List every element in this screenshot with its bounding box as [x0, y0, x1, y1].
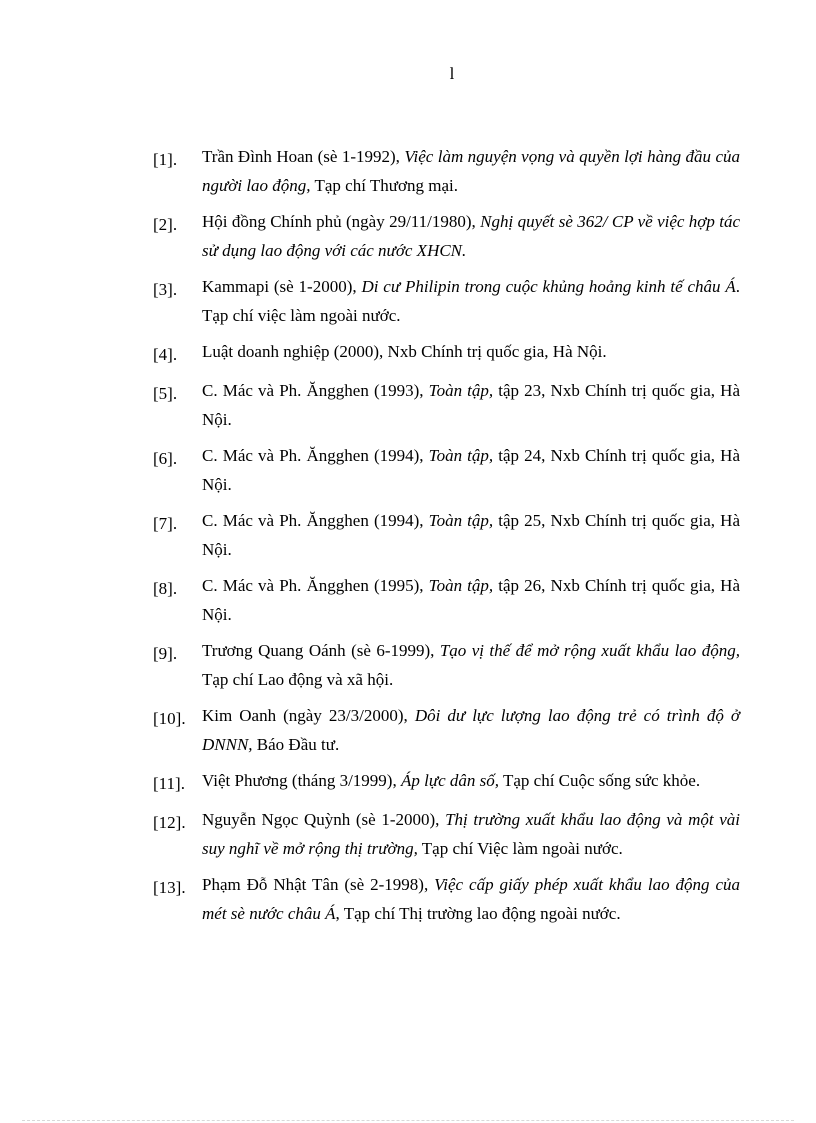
- reference-item: [153, 870, 740, 928]
- reference-item: [153, 272, 740, 330]
- reference-text: [202, 701, 740, 759]
- reference-plain-text: Luật doanh nghiệp (2000), Nxb Chính trị quốc gia, Hà Nội.: [202, 342, 607, 361]
- page-bottom-divider: [22, 1120, 794, 1121]
- reference-source: Tạp chí Thương mại.: [310, 176, 458, 195]
- reference-number: [10].: [153, 709, 186, 728]
- reference-plain-text: C. Mác và Ph. Ăngghen (1994),: [202, 446, 429, 465]
- reference-title: Dôi dư lực lượng lao động trẻ có trình độ ở DNNN,: [202, 706, 741, 754]
- reference-number: [8].: [153, 579, 178, 598]
- reference-text: [202, 207, 740, 265]
- reference-item: [153, 701, 740, 759]
- reference-plain-text: Việt Phương (tháng 3/1999),: [202, 771, 401, 790]
- reference-item: [153, 571, 740, 629]
- reference-plain-text: Trần Đình Hoan (sè 1-1992),: [202, 147, 405, 166]
- reference-item: [153, 506, 740, 564]
- reference-number: [4].: [153, 345, 178, 364]
- reference-plain-text: Phạm Đỗ Nhật Tân (sè 2-1998),: [202, 875, 435, 894]
- reference-title: Việc cấp giấy phép xuất khẩu lao động của mét sè nước châu Á: [202, 875, 740, 923]
- reference-item: [153, 376, 740, 434]
- reference-plain-text: C. Mác và Ph. Ăngghen (1993),: [202, 381, 429, 400]
- reference-item: [153, 636, 740, 694]
- reference-number: [2].: [153, 215, 178, 234]
- reference-text: [202, 766, 740, 795]
- reference-title: Toàn tập,: [428, 446, 494, 465]
- reference-text: [202, 441, 740, 499]
- reference-title: Tạo vị thế để mở rộng xuất khẩu lao động,: [439, 641, 740, 660]
- reference-text: [202, 376, 740, 434]
- reference-source: tập 24, Nxb Chính trị quốc gia, Hà Nội.: [202, 446, 740, 494]
- reference-source: . Tạp chí việc làm ngoài nước.: [202, 277, 740, 325]
- reference-title: Việc làm nguyện vọng và quyền lợi hàng đầu của người lao động,: [202, 147, 740, 195]
- reference-number: [9].: [153, 644, 178, 663]
- page-number: l: [449, 64, 455, 83]
- reference-plain-text: Kim Oanh (ngày 23/3/2000),: [202, 706, 415, 725]
- reference-title: Toàn tập,: [428, 511, 494, 530]
- reference-source: tập 23, Nxb Chính trị quốc gia, Hà Nội.: [202, 381, 740, 429]
- reference-text: [202, 506, 740, 564]
- reference-number: [12].: [153, 813, 186, 832]
- reference-source: Báo Đầu tư.: [252, 735, 340, 754]
- reference-source: Tạp chí Lao động và xã hội.: [202, 670, 394, 689]
- reference-text: [202, 805, 740, 863]
- reference-number: [6].: [153, 449, 178, 468]
- reference-number: [11].: [153, 774, 185, 793]
- reference-plain-text: Nguyễn Ngọc Quỳnh (sè 1-2000),: [202, 810, 446, 829]
- reference-title: Nghị quyết sè 362/ CP về việc hợp tác sử dụng lao động với các nước XHCN.: [202, 212, 740, 260]
- reference-number: [3].: [153, 280, 178, 299]
- reference-number: [1].: [153, 150, 178, 169]
- reference-number: [13].: [153, 878, 186, 897]
- reference-source: , Tạp chí Thị trường lao động ngoài nước.: [335, 904, 621, 923]
- reference-item: [153, 207, 740, 265]
- reference-plain-text: C. Mác và Ph. Ăngghen (1995),: [202, 576, 429, 595]
- reference-text: [202, 571, 740, 629]
- reference-text: [202, 636, 740, 694]
- reference-number: [5].: [153, 384, 178, 403]
- reference-title: Toàn tập,: [428, 381, 494, 400]
- reference-source: Tạp chí Cuộc sống sức khỏe.: [499, 771, 701, 790]
- reference-plain-text: Trương Quang Oánh (sè 6-1999),: [202, 641, 440, 660]
- reference-plain-text: C. Mác và Ph. Ăngghen (1994),: [202, 511, 429, 530]
- reference-item: [153, 805, 740, 863]
- reference-plain-text: Kammapi (sè 1-2000),: [202, 277, 362, 296]
- reference-title: Thị trường xuất khẩu lao động và một vài suy nghĩ về mở rộng thị trường,: [202, 810, 740, 858]
- reference-title: Di cư Philipin trong cuộc khủng hoảng kinh tế châu Á: [361, 277, 736, 296]
- reference-text: [202, 272, 740, 330]
- reference-plain-text: Hội đồng Chính phủ (ngày 29/11/1980),: [202, 212, 481, 231]
- reference-title: Toàn tập,: [428, 576, 494, 595]
- reference-item: [153, 337, 740, 369]
- reference-number: [7].: [153, 514, 178, 533]
- reference-item: [153, 142, 740, 200]
- reference-source: tập 26, Nxb Chính trị quốc gia, Hà Nội.: [202, 576, 740, 624]
- reference-source: tập 25, Nxb Chính trị quốc gia, Hà Nội.: [202, 511, 740, 559]
- reference-text: [202, 870, 740, 928]
- reference-source: Tạp chí Việc làm ngoài nước.: [417, 839, 623, 858]
- reference-list: [153, 142, 740, 935]
- reference-item: [153, 766, 740, 798]
- reference-item: [153, 441, 740, 499]
- reference-title: Áp lực dân số,: [400, 771, 500, 790]
- reference-text: [202, 142, 740, 200]
- reference-text: [202, 337, 740, 366]
